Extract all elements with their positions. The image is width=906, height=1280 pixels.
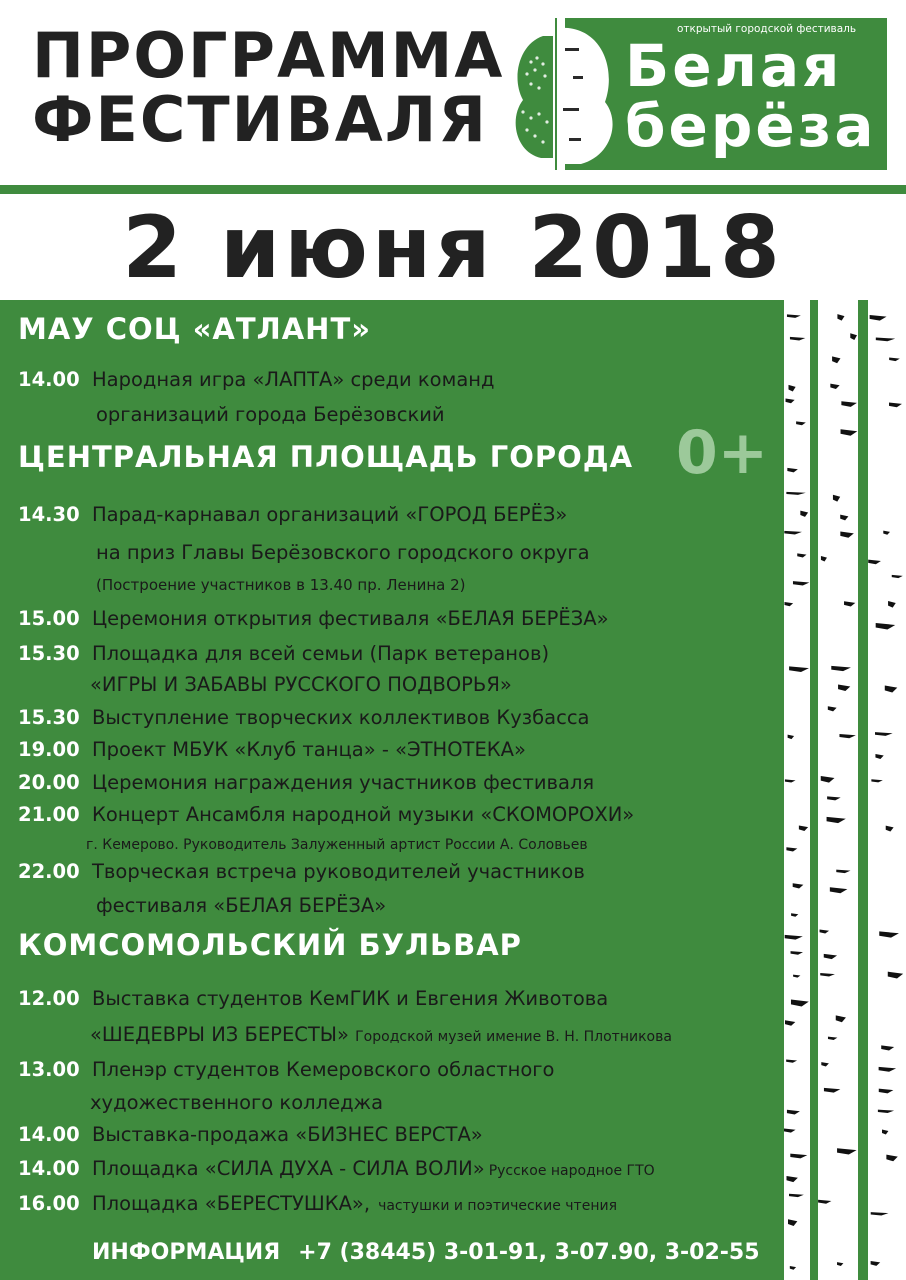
event-row <box>18 1192 617 1215</box>
logo-name <box>625 32 877 160</box>
event-row <box>18 771 594 794</box>
event-continuation: «ИГРЫ И ЗАБАВЫ РУССКОГО ПОДВОРЬЯ» <box>90 673 512 696</box>
event-time: 15.00 <box>18 607 80 630</box>
event-time: 14.00 <box>18 1157 80 1180</box>
event-note: частушки и поэтические чтения <box>378 1198 618 1214</box>
event-time: 19.00 <box>18 738 80 761</box>
age-rating-badge: 0+ <box>676 418 769 488</box>
event-time: 12.00 <box>18 987 80 1010</box>
event-time: 14.30 <box>18 503 80 526</box>
event-title: Выступление творческих коллективов Кузбасса <box>92 706 590 729</box>
event-continuation: организаций города Берёзовский <box>96 403 445 426</box>
birch-tree-icon <box>505 18 625 170</box>
event-note: (Построение участников в 13.40 пр. Ленина 2) <box>96 576 466 594</box>
event-continuation-row <box>90 1023 672 1046</box>
event-time: 15.30 <box>18 642 80 665</box>
event-time: 21.00 <box>18 803 80 826</box>
info-line <box>92 1240 778 1265</box>
event-continuation: фестиваля «БЕЛАЯ БЕРЁЗА» <box>96 894 387 917</box>
event-note: Городской музей имение В. Н. Плотникова <box>355 1029 672 1045</box>
event-row <box>18 860 585 883</box>
event-row <box>18 1123 483 1146</box>
venue-central-square: ЦЕНТРАЛЬНАЯ ПЛОЩАДЬ ГОРОДА <box>18 440 634 474</box>
venue-atlant: МАУ СОЦ «АТЛАНТ» <box>18 312 371 346</box>
event-row <box>18 706 590 729</box>
event-row <box>18 607 609 630</box>
event-title: Парад-карнавал организаций «ГОРОД БЕРЁЗ» <box>92 503 568 526</box>
event-time: 13.00 <box>18 1058 80 1081</box>
header <box>0 0 906 185</box>
program-title <box>32 19 505 156</box>
event-time: 14.00 <box>18 1123 80 1146</box>
event-time: 22.00 <box>18 860 80 883</box>
event-row <box>18 1058 554 1081</box>
logo-name-line1: Белая <box>625 32 843 100</box>
event-title: Концерт Ансамбля народной музыки «СКОМОРОХИ» <box>92 803 635 826</box>
event-row <box>18 368 495 391</box>
event-row <box>18 803 634 826</box>
event-title: Творческая встреча руководителей участников <box>92 860 585 883</box>
event-row <box>18 503 567 526</box>
event-title: Выставка студентов КемГИК и Евгения Животова <box>92 987 609 1010</box>
festival-logo <box>505 18 887 170</box>
event-continuation: на приз Главы Берёзовского городского округа <box>96 541 590 564</box>
event-title: Народная игра «ЛАПТА» среди команд <box>92 368 495 391</box>
event-title: Площадка для всей семьи (Парк ветеранов) <box>92 642 550 665</box>
event-continuation: художественного колледжа <box>90 1091 384 1114</box>
event-title: Проект МБУК «Клуб танца» - «ЭТНОТЕКА» <box>92 738 526 761</box>
program-panel <box>0 300 906 1280</box>
logo-subtitle: открытый городской фестиваль <box>677 23 857 35</box>
event-time: 14.00 <box>18 368 80 391</box>
event-row <box>18 738 526 761</box>
event-title: Выставка-продажа «БИЗНЕС ВЕРСТА» <box>92 1123 483 1146</box>
birch-trunks-decoration <box>784 300 906 1280</box>
event-continuation: «ШЕДЕВРЫ ИЗ БЕРЕСТЫ» <box>90 1023 349 1046</box>
logo-name-line2: берёза <box>625 92 877 160</box>
info-label: ИНФОРМАЦИЯ <box>92 1240 281 1265</box>
venue-komsomolsky-boulevard: КОМСОМОЛЬСКИЙ БУЛЬВАР <box>18 928 522 962</box>
event-title: Площадка «СИЛА ДУХА - СИЛА ВОЛИ» <box>92 1157 485 1180</box>
info-phones: +7 (38445) 3-01-91, 3-07.90, 3-02-55 <box>298 1240 760 1265</box>
event-time: 20.00 <box>18 771 80 794</box>
event-row <box>18 987 608 1010</box>
event-note: г. Кемерово. Руководитель Залуженный артист России А. Соловьев <box>86 837 588 853</box>
event-title: Пленэр студентов Кемеровского областного <box>92 1058 555 1081</box>
event-note: Русское народное ГТО <box>488 1163 655 1179</box>
program-title-line1: ПРОГРАММА <box>32 19 505 92</box>
event-time: 15.30 <box>18 706 80 729</box>
event-title: Церемония награждения участников фестиваля <box>92 771 595 794</box>
event-time: 16.00 <box>18 1192 80 1215</box>
event-row <box>18 1157 655 1180</box>
event-title: Церемония открытия фестиваля «БЕЛАЯ БЕРЁЗА» <box>92 607 609 630</box>
header-divider <box>0 185 906 194</box>
event-title: Площадка «БЕРЕСТУШКА», <box>92 1192 371 1215</box>
program-title-line2: ФЕСТИВАЛЯ <box>32 83 488 156</box>
event-row <box>18 642 549 665</box>
festival-date: 2 июня 2018 <box>122 198 784 298</box>
